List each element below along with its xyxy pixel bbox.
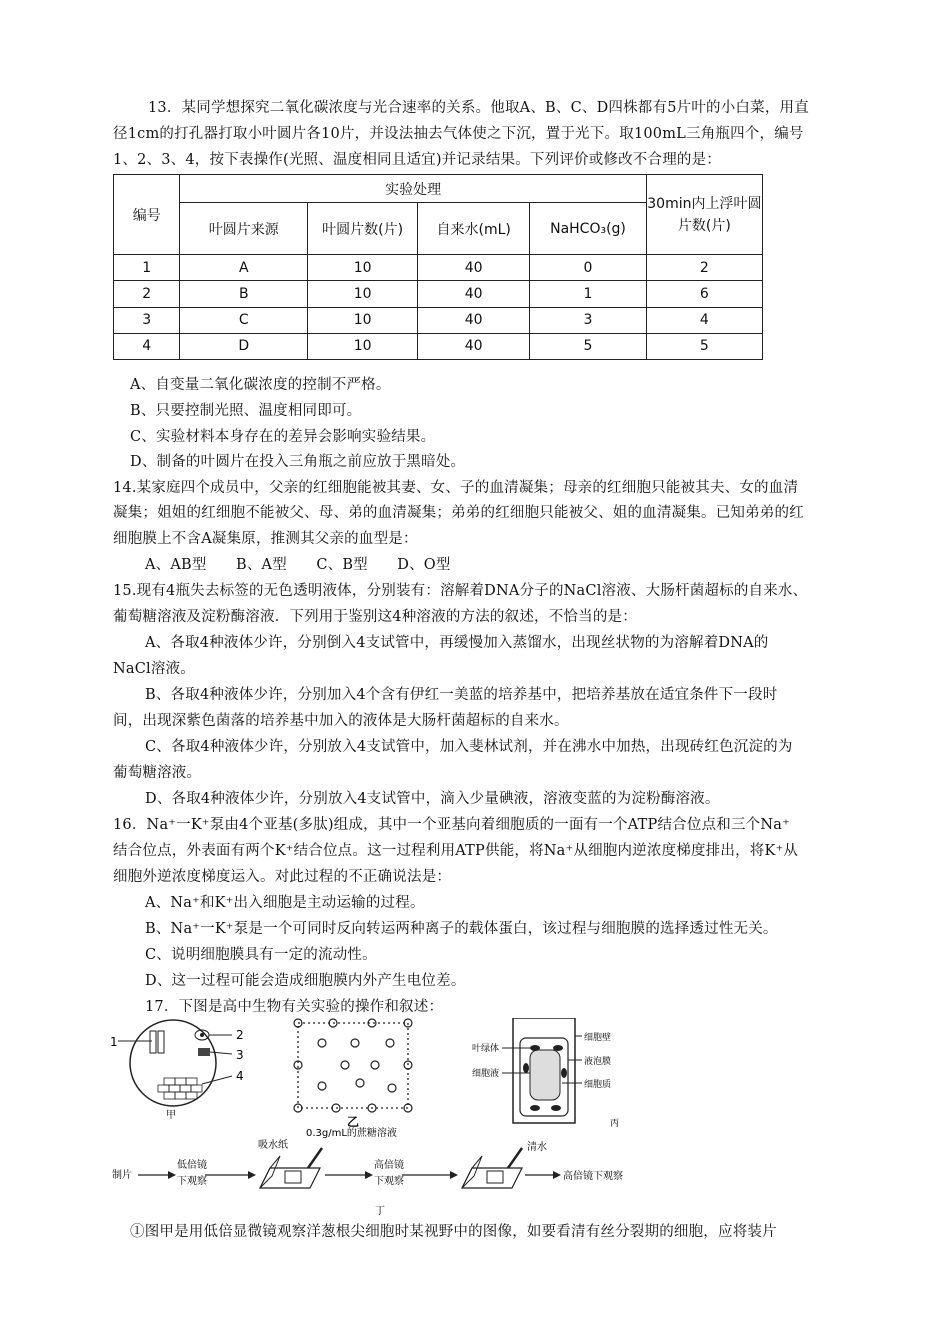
q17-statement-1: ①图甲是用低倍显微镜观察洋葱根尖细胞时某视野中的图像，如要看清有丝分裂期的细胞，应将装片 (130, 1224, 777, 1240)
q13-line-3: 1、2、3、4，按下表操作(光照、温度相同且适宜)并记录结果。下列评价或修改不合理的是： (113, 152, 722, 168)
q15-option-d: D、各取4种液体少许，分别放入4支试管中，滴入少量碘液，溶液变蓝的为淀粉酶溶液。 (145, 791, 720, 807)
cell: 3 (530, 307, 647, 333)
label-observe-2: 下观察 (374, 1176, 404, 1187)
label-jia: 甲 (166, 1110, 176, 1121)
q16-line-2: 结合位点，外表面有两个K⁺结合位点。这一过程利用ATP供能，将Na⁺从细胞内逆浓度梯度排出，将K⁺从 (113, 843, 799, 859)
label-vacuole-membrane: 液泡膜 (584, 1057, 612, 1067)
cell: 10 (308, 281, 418, 307)
cell: 5 (530, 333, 647, 359)
cell: 10 (308, 333, 418, 359)
cell: 3 (114, 307, 180, 333)
table-row (114, 333, 763, 359)
table-row (114, 281, 763, 307)
q15-option-c-2: 葡萄糖溶液。 (113, 765, 202, 781)
cell: 40 (418, 281, 530, 307)
cell: 4 (646, 307, 762, 333)
q14-options: A、AB型 B、A型 C、B型 D、O型 (145, 557, 451, 573)
q15-option-a-2: NaCl溶液。 (113, 661, 195, 677)
cell: A (180, 255, 308, 281)
label-3: 3 (236, 1048, 244, 1062)
q14-line-2: 凝集；姐姐的红细胞不能被父、母、弟的血清凝集；弟弟的红细胞只能被父、姐的血清凝集。已知弟弟的红 (113, 505, 804, 521)
header-result: 30min内上浮叶圆片数(片) (646, 175, 762, 255)
label-water: 清水 (527, 1142, 547, 1153)
cell: 10 (308, 307, 418, 333)
label-observe-1: 下观察 (177, 1176, 207, 1187)
header-source: 叶圆片来源 (180, 203, 308, 255)
q16-option-c: C、说明细胞膜具有一定的流动性。 (145, 947, 377, 963)
label-1: 1 (110, 1035, 118, 1049)
q13-option-d: D、制备的叶圆片在投入三角瓶之前应放于黑暗处。 (130, 454, 466, 470)
cell: 5 (646, 333, 762, 359)
label-cell-sap: 细胞液 (472, 1069, 500, 1079)
cell: 40 (418, 307, 530, 333)
label-4: 4 (236, 1069, 244, 1083)
header-count: 叶圆片数(片) (308, 203, 418, 255)
q16-option-a: A、Na⁺和K⁺出入细胞是主动运输的过程。 (145, 895, 425, 911)
label-high-power-observe: 高倍镜下观察 (563, 1171, 623, 1182)
field-circle (130, 1020, 216, 1106)
q14-line-3: 细胞膜上不含A凝集原，推测其父亲的血型是： (113, 531, 418, 547)
q17-line-1: 17．下图是高中生物有关实验的操作和叙述： (145, 999, 444, 1015)
cell: C (180, 307, 308, 333)
cell: 1 (530, 281, 647, 307)
label-sucrose: 0.3g/mL的蔗糖溶液 (306, 1128, 397, 1139)
header-number: 编号 (114, 175, 180, 255)
label-yi: 乙 (347, 1115, 360, 1129)
q15-option-a-1: A、各取4种液体少许，分别倒入4支试管中，再缓慢加入蒸馏水，出现丝状物的为溶解着DNA的 (145, 635, 769, 651)
header-water: 自来水(mL) (418, 203, 530, 255)
label-bing: 丙 (610, 1119, 620, 1129)
label-cell-wall: 细胞壁 (584, 1033, 612, 1043)
label-blotting-paper: 吸水纸 (258, 1140, 288, 1151)
q16-line-3: 细胞外逆浓度梯度运入。对此过程的不正确说法是： (113, 869, 452, 885)
q13-option-b: B、只要控制光照、温度相同即可。 (130, 403, 362, 419)
cell: D (180, 333, 308, 359)
q15-option-c-1: C、各取4种液体少许，分别放入4支试管中，加入斐林试剂，并在沸水中加热，出现砖红色沉淀的为 (145, 739, 793, 755)
cell: 40 (418, 333, 530, 359)
q13-option-c: C、实验材料本身存在的差异会影响实验结果。 (130, 429, 436, 445)
q15-line-2: 葡萄糖溶液及淀粉酶溶液．下列用于鉴别这4种溶液的方法的叙述，不恰当的是： (113, 609, 637, 625)
cell: 6 (646, 281, 762, 307)
q13-option-a: A、自变量二氧化碳浓度的控制不严格。 (130, 377, 391, 393)
q15-line-1: 15.现有4瓶失去标签的无色透明液体，分别装有：溶解着DNA分子的NaCl溶液、大肠杆菌超标的自来水、 (113, 583, 808, 599)
figure-jia (110, 1020, 244, 1121)
q14-line-1: 14.某家庭四个成员中，父亲的红细胞能被其妻、女、子的血清凝集；母亲的红细胞只能被其夫、女的血清 (113, 480, 799, 496)
q15-option-b-1: B、各取4种液体少许，分别加入4个含有伊红一美蓝的培养基中，把培养基放在适宜条件下一段时 (145, 687, 778, 703)
table-row (114, 255, 763, 281)
label-cytoplasm: 细胞质 (584, 1080, 612, 1090)
figure-yi (294, 1019, 412, 1129)
q13-line-1: 13．某同学想探究二氧化碳浓度与光合速率的关系。他取A、B、C、D四株都有5片叶的小白菜，用直 (148, 100, 809, 116)
experiment-table (113, 174, 763, 360)
q17-figure (110, 1018, 670, 1218)
cell: 2 (114, 281, 180, 307)
label-2: 2 (236, 1028, 244, 1042)
cell: 1 (114, 255, 180, 281)
label-ding: 丁 (375, 1206, 385, 1217)
header-nahco3: NaHCO₃(g) (530, 203, 647, 255)
label-make-slide: 制片 (112, 1170, 132, 1181)
cell: 40 (418, 255, 530, 281)
cell: 4 (114, 333, 180, 359)
header-treatment: 实验处理 (180, 175, 646, 203)
cell: 2 (646, 255, 762, 281)
figure-ding (112, 1126, 623, 1217)
label-high-power: 高倍镜 (374, 1160, 404, 1171)
figure-bing (472, 1018, 619, 1129)
label-chloroplast: 叶绿体 (472, 1044, 500, 1054)
q15-option-b-2: 间，出现深紫色菌落的培养基中加入的液体是大肠杆菌超标的自来水。 (113, 713, 569, 729)
q16-line-1: 16．Na⁺一K⁺泵由4个亚基(多肽)组成，其中一个亚基向着细胞质的一面有一个ATP结合位点和三个Na⁺ (113, 817, 790, 833)
q13-line-2: 径1cm的打孔器打取小叶圆片各10片，并设法抽去气体使之下沉，置于光下。取100mL三角瓶四个，编号 (113, 126, 804, 142)
cell: B (180, 281, 308, 307)
cell: 0 (530, 255, 647, 281)
q16-option-b: B、Na⁺一K⁺泵是一个可同时反向转运两种离子的载体蛋白，该过程与细胞膜的选择透过性无关。 (145, 921, 778, 937)
table-row (114, 307, 763, 333)
cell: 10 (308, 255, 418, 281)
label-low-power: 低倍镜 (177, 1160, 207, 1171)
q16-option-d: D、这一过程可能会造成细胞膜内外产生电位差。 (145, 973, 466, 989)
